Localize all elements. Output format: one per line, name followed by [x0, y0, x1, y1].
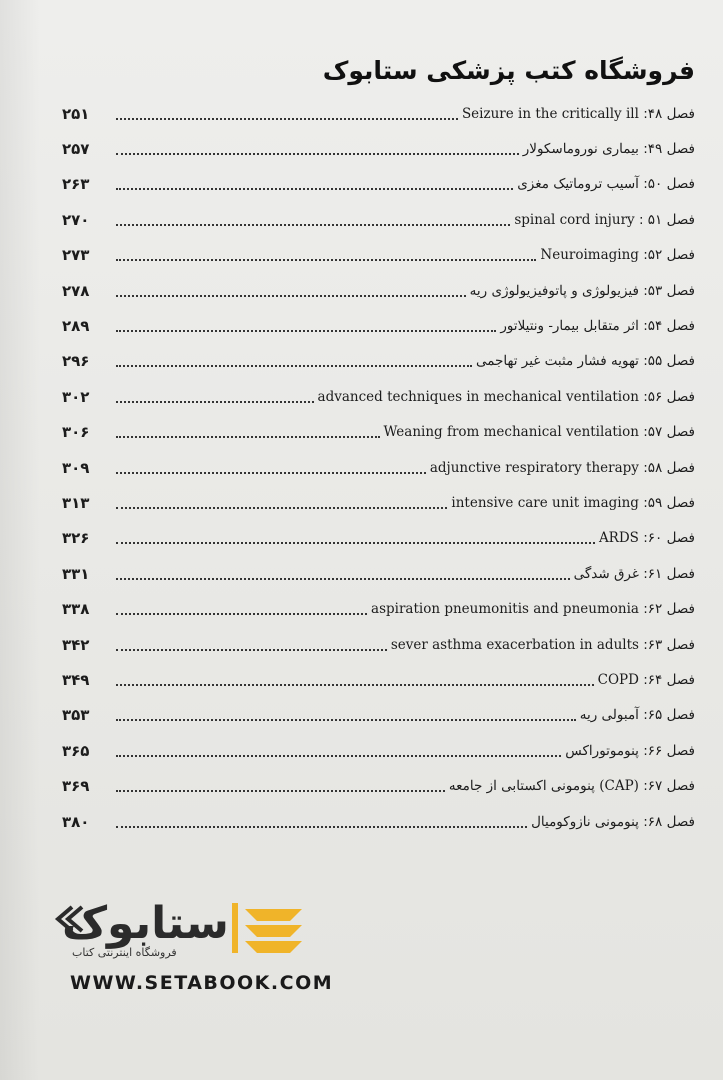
website-url: WWW.SETABOOK.COM [70, 972, 334, 994]
toc-chapter: فصل ۴۹: [643, 141, 695, 158]
toc-dot-leader [116, 259, 536, 261]
toc-entry-label [580, 707, 695, 723]
toc-chapter: فصل ۵۳: [643, 282, 695, 299]
toc-chapter: فصل ۶۴: [643, 671, 695, 688]
table-of-contents [62, 96, 695, 839]
toc-page-number: ۲۷۳ [62, 246, 90, 265]
toc-dot-leader [116, 790, 445, 792]
toc-chapter: فصل ۵۲: [643, 247, 695, 264]
toc-page-number: ۲۸۹ [62, 317, 90, 336]
toc-dot-leader [116, 472, 426, 474]
toc-chapter: فصل ۵۹: [643, 494, 695, 511]
toc-page-number: ۳۴۹ [62, 670, 90, 689]
toc-entry-label [371, 601, 695, 617]
toc-dot-leader [116, 153, 519, 155]
toc-title: پنومونی نازوکومیال [531, 813, 639, 830]
toc-entry-label [523, 141, 695, 157]
toc-dot-leader [116, 719, 576, 721]
toc-entry-label [599, 530, 695, 546]
toc-title: adjunctive respiratory therapy [429, 459, 639, 476]
toc-page-number: ۲۹۶ [62, 352, 90, 371]
toc-dot-leader [116, 613, 367, 615]
toc-chapter: فصل ۶۳: [643, 636, 695, 653]
toc-title: آمبولی ریه [579, 707, 639, 724]
brand-tagline: فروشگاه اینترنتی کتاب [72, 946, 177, 959]
toc-entry-label [462, 106, 695, 122]
toc-chapter: فصل ۵۷: [643, 424, 695, 441]
toc-entry-label [430, 460, 695, 476]
toc-entry-label [565, 743, 695, 759]
toc-entry-label [384, 424, 696, 440]
toc-title: advanced techniques in mechanical ventilation [317, 388, 639, 405]
toc-title: غرق شدگی [573, 565, 639, 582]
toc-dot-leader [116, 507, 447, 509]
toc-entry-label [574, 566, 695, 582]
page-shadow [0, 0, 40, 1080]
toc-page-number: ۲۵۷ [62, 140, 90, 159]
toc-row [62, 238, 695, 273]
toc-dot-leader [116, 436, 380, 438]
toc-row [62, 662, 695, 697]
toc-chapter: فصل ۵۸: [643, 459, 695, 476]
toc-entry-label [391, 637, 695, 653]
toc-dot-leader [116, 224, 510, 226]
toc-dot-leader [116, 578, 570, 580]
toc-page-number: ۳۳۱ [62, 564, 90, 583]
toc-dot-leader [116, 188, 513, 190]
toc-entry-label [540, 247, 695, 263]
toc-chapter: فصل ۵۰: [643, 176, 695, 193]
toc-page-number: ۳۸۰ [62, 812, 90, 831]
toc-title: Seizure in the critically ill [461, 105, 639, 122]
toc-row [62, 273, 695, 308]
toc-row [62, 627, 695, 662]
toc-page-number: ۳۲۶ [62, 529, 90, 548]
toc-entry-label [470, 283, 695, 299]
brand-name: ستابوک [62, 898, 229, 949]
toc-page-number: ۳۳۸ [62, 600, 90, 619]
toc-entry-label [598, 672, 695, 688]
toc-title: spinal cord injury [514, 211, 635, 228]
toc-row [62, 733, 695, 768]
page-title: فروشگاه کتب پزشکی ستابوک [322, 56, 695, 85]
toc-chapter: فصل ۴۸: [643, 105, 695, 122]
toc-title: sever asthma exacerbation in adults [390, 636, 639, 653]
toc-page-number: ۳۶۵ [62, 741, 90, 760]
toc-title: اثر متقابل بیمار- ونتیلاتور [500, 318, 639, 335]
toc-row [62, 556, 695, 591]
toc-page-number: ۳۰۲ [62, 387, 90, 406]
toc-page-number: ۳۵۳ [62, 706, 90, 725]
toc-title: پنوموتوراکس [565, 742, 639, 759]
toc-entry-label [531, 814, 695, 830]
toc-dot-leader [116, 826, 527, 828]
toc-page-number: ۲۷۸ [62, 281, 90, 300]
toc-page-number: ۳۴۲ [62, 635, 90, 654]
toc-title: آسیب تروماتیک مغزی [517, 176, 639, 193]
toc-row [62, 591, 695, 626]
toc-chapter: فصل ۶۸: [643, 813, 695, 830]
toc-title: aspiration pneumonitis and pneumonia [371, 601, 639, 618]
toc-row [62, 698, 695, 733]
toc-entry-label [451, 495, 695, 511]
toc-title: Weaning from mechanical ventilation [383, 424, 639, 441]
toc-dot-leader [116, 649, 387, 651]
toc-row [62, 450, 695, 485]
toc-dot-leader [116, 365, 472, 367]
toc-dot-leader [116, 401, 314, 403]
toc-row [62, 521, 695, 556]
toc-dot-leader [116, 755, 561, 757]
toc-chapter: فصل ۶۵: [643, 707, 695, 724]
toc-title: تهویه فشار مثبت غیر تهاجمی [475, 353, 639, 370]
toc-chapter: فصل ۵۵: [643, 353, 695, 370]
toc-row [62, 202, 695, 237]
toc-entry-label [514, 212, 695, 228]
toc-dot-leader [116, 542, 595, 544]
toc-row [62, 768, 695, 803]
toc-page-number: ۲۶۳ [62, 175, 90, 194]
toc-title: بیماری نوروماسکولار [522, 141, 639, 158]
toc-title: Neuroimaging [540, 247, 639, 264]
toc-dot-leader [116, 684, 594, 686]
toc-chapter: فصل ۶۷: [643, 778, 695, 795]
toc-entry-label [476, 353, 695, 369]
toc-page-number: ۳۱۳ [62, 493, 90, 512]
toc-page-number: ۳۶۹ [62, 777, 90, 796]
book-stack-icon [232, 903, 302, 953]
toc-chapter: فصل ۶۶: [643, 742, 695, 759]
toc-title: intensive care unit imaging [451, 494, 639, 511]
toc-chapter: فصل ۶۱: [643, 565, 695, 582]
toc-row [62, 167, 695, 202]
toc-dot-leader [116, 330, 496, 332]
toc-title: (CAP) پنومونی اکستابی از جامعه [448, 778, 639, 795]
toc-dot-leader [116, 118, 458, 120]
toc-entry-label [517, 176, 695, 192]
toc-entry-label [318, 389, 695, 405]
toc-row [62, 96, 695, 131]
toc-row [62, 131, 695, 166]
toc-page-number: ۳۰۶ [62, 423, 90, 442]
toc-row [62, 415, 695, 450]
toc-row [62, 485, 695, 520]
toc-chapter: فصل ۶۰: [643, 530, 695, 547]
toc-page-number: ۳۰۹ [62, 458, 90, 477]
toc-entry-label [500, 318, 695, 334]
toc-entry-label [449, 778, 695, 794]
toc-title: فیزیولوژی و پاتوفیزیولوژی ریه [469, 282, 639, 299]
toc-title: COPD [597, 671, 639, 688]
toc-row [62, 379, 695, 414]
toc-title: ARDS [598, 530, 639, 547]
toc-page-number: ۲۷۰ [62, 210, 90, 229]
toc-page-number: ۲۵۱ [62, 104, 90, 123]
toc-row [62, 804, 695, 839]
toc-chapter: فصل ۵۶: [643, 388, 695, 405]
toc-dot-leader [116, 295, 466, 297]
toc-row [62, 344, 695, 379]
toc-chapter: فصل ۵۴: [643, 318, 695, 335]
toc-chapter: فصل ۶۲: [643, 601, 695, 618]
toc-chapter: فصل ۵۱ : [638, 211, 695, 228]
toc-row [62, 308, 695, 343]
